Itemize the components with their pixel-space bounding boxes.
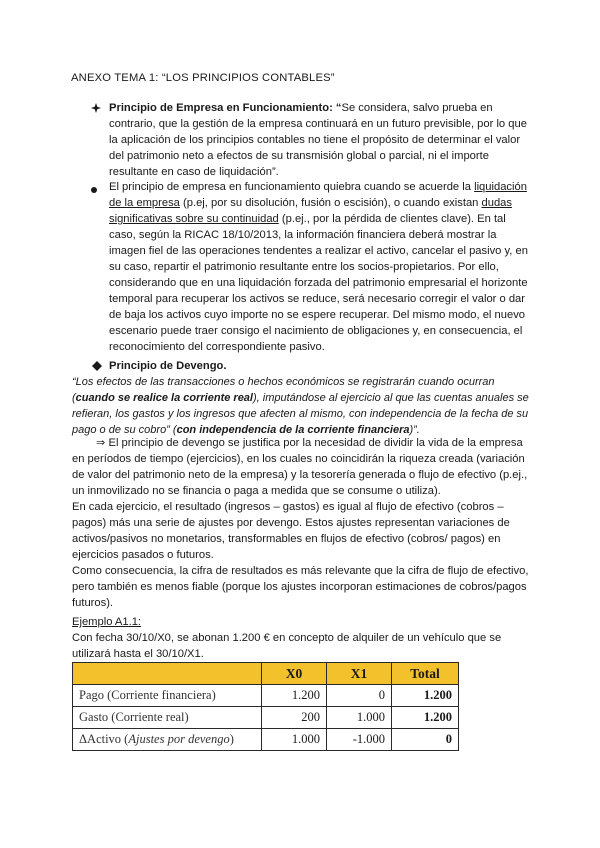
cell-x1: 1.000 <box>327 707 392 729</box>
quiebra-text-3: (p.ej., por la pérdida de clientes clave). En tal caso, según la RICAC 18/10/2013, la información financiera deberá mostrar la imagen fiel de las operaciones tendentes a realizar el activo, cancelar el pasivo y, en su caso, repartir el patrimonio resultante entre los socios-propietarios. Por ello, considerando que en una liquidación forzada del patrimonio empresarial el horizonte temporal para recuperar los activos se reduce, será necesario corregir el valor o dar de baja los activos cuyo importe no se espere recuperar. Del mismo modo, el nuevo escenario puede traer consigo el nacimiento de obligaciones y, en consecuencia, el reconocimiento del correspondiente pasivo. <box>109 213 528 353</box>
diamond-four-icon <box>91 103 101 116</box>
table-header-x1: X1 <box>327 663 392 685</box>
row-label-italic: Ajustes por devengo <box>128 732 230 746</box>
quiebra-paragraph <box>109 179 529 355</box>
devengo-p2: En cada ejercicio, el resultado (ingresos – gastos) es igual al flujo de efectivo (cobros – pagos) más una serie de ajustes por devengo. Estos ajustes representan variaciones de activos/pasivos no monetarios, transformables en flujos de efectivo (cobros/ pagos) en ejercicios pasados o futuros. <box>72 501 510 561</box>
cell-x0: 1.200 <box>262 685 327 707</box>
solid-diamond-icon <box>92 361 102 374</box>
empresa-paragraph <box>109 100 529 180</box>
devengo-p1: El principio de devengo se justifica por la necesidad de dividir la vida de la empresa en períodos de tiempo (ejercicios), en los cuales no coincidirán la riqueza creada (variación de valor del patrimonio neto de la empresa) y la tesorería generada o flujo de efectivo (p.ej., un inmovilizado no se financia o paga a medida que se consume o utiliza). <box>72 437 528 497</box>
row-label: Gasto (Corriente real) <box>73 707 262 729</box>
ejemplo-table <box>72 662 459 751</box>
devengo-quote <box>72 374 530 438</box>
double-arrow-right-icon: ⇒ <box>96 437 106 449</box>
quiebra-text-2: (p.ej, por su disolución, fusión o escisión), o cuando existan <box>179 197 482 209</box>
corriente-real-bold: cuando se realice la corriente real <box>75 392 253 404</box>
devengo-heading: Principio de Devengo. <box>109 360 227 372</box>
devengo-quote-1: “Los efectos de las transacciones o hechos económicos se registrarán cuando ocurran ( <box>72 376 495 404</box>
empresa-heading: Principio de Empresa en Funcionamiento: <box>109 102 333 114</box>
row-label <box>73 729 262 751</box>
devengo-p1-container <box>72 435 532 499</box>
empresa-quote-open: “ <box>335 102 342 114</box>
table-row <box>73 685 459 707</box>
cell-total: 1.200 <box>392 685 459 707</box>
liquidacion-underlined: liquidación de la empresa <box>109 181 527 209</box>
table-header-empty <box>73 663 262 685</box>
table-row <box>73 707 459 729</box>
row-label-post: ) <box>229 732 234 746</box>
table-header-row <box>73 663 459 685</box>
ejemplo-label: Ejemplo A1.1: <box>72 616 142 628</box>
cell-x0: 200 <box>262 707 327 729</box>
devengo-body <box>72 435 532 611</box>
table-header-x0: X0 <box>262 663 327 685</box>
cell-total: 1.200 <box>392 707 459 729</box>
table-header-total: Total <box>392 663 459 685</box>
row-label-pre: ΔActivo ( <box>79 732 129 746</box>
dudas-underlined: dudas significativas sobre su continuidad <box>109 197 512 225</box>
cell-x1: -1.000 <box>327 729 392 751</box>
cell-total: 0 <box>392 729 459 751</box>
corriente-financiera-bold: con independencia de la corriente financiera <box>176 424 410 436</box>
row-label: Pago (Corriente financiera) <box>73 685 262 707</box>
devengo-p3: Como consecuencia, la cifra de resultados es más relevante que la cifra de flujo de efectivo, pero también es menos fiable (porque los ajustes incorporan estimaciones de cobros/pagos futuros). <box>72 565 529 609</box>
devengo-quote-3: )”. <box>409 424 420 436</box>
table-row <box>73 729 459 751</box>
empresa-text: Se considera, salvo prueba en contrario, que la gestión de la empresa continuará en un futuro previsible, por lo que la aplicación de los principios contables no tiene el propósito de determinar el valor del patrimonio neto a efectos de su transmisión global o parcial, ni el importe resultante en caso de liquidación”. <box>109 102 527 178</box>
round-bullet-icon <box>91 184 97 196</box>
ejemplo-text: Con fecha 30/10/X0, se abonan 1.200 € en concepto de alquiler de un vehículo que se utilizará hasta el 30/10/X1. <box>72 632 502 660</box>
quiebra-text-1: El principio de empresa en funcionamiento quiebra cuando se acuerde la <box>109 181 475 193</box>
cell-x1: 0 <box>327 685 392 707</box>
cell-x0: 1.000 <box>262 729 327 751</box>
devengo-quote-2: ), imputándose al ejercicio al que las cuentas anuales se refieran, los gastos y los ingresos que afecten al mismo, con independencia de la fecha de su pago o de su cobro” ( <box>72 392 529 436</box>
page-title: ANEXO TEMA 1: “LOS PRINCIPIOS CONTABLES” <box>71 72 335 84</box>
